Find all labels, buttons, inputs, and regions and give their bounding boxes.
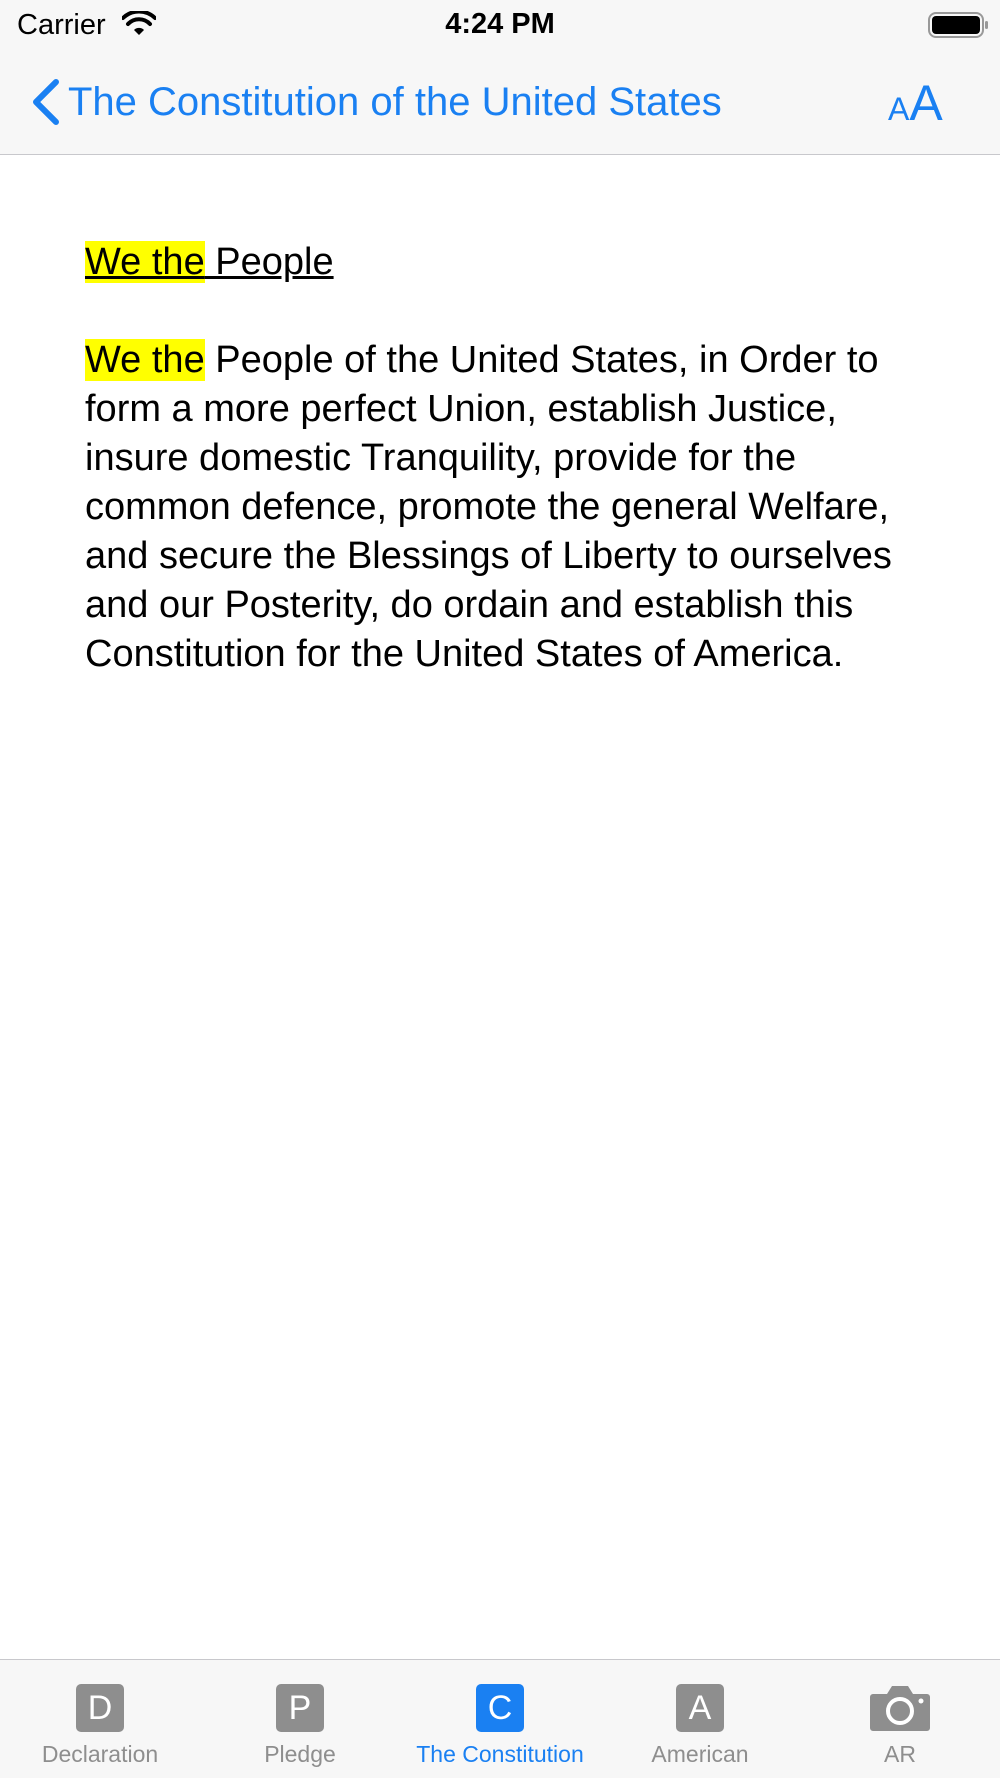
document-heading	[85, 238, 925, 287]
tab-ar[interactable]	[800, 1660, 1000, 1778]
paragraph-highlight: We the	[85, 339, 205, 381]
pledge-letter-icon: P	[276, 1684, 324, 1732]
status-bar	[0, 0, 1000, 52]
heading-text: People	[204, 241, 334, 283]
carrier-label: Carrier	[17, 9, 106, 41]
back-button[interactable]	[28, 72, 722, 132]
document-content	[85, 238, 925, 679]
tab-american[interactable]	[600, 1660, 800, 1778]
camera-icon	[869, 1682, 931, 1732]
tab-the-constitution[interactable]	[400, 1660, 600, 1778]
tab-pledge[interactable]	[200, 1660, 400, 1778]
chevron-left-icon	[28, 76, 62, 128]
constitution-letter-icon: C	[476, 1684, 524, 1732]
heading-highlight: We the	[85, 241, 205, 283]
tab-label: American	[651, 1741, 749, 1767]
tab-bar	[0, 1659, 1000, 1778]
navigation-bar	[0, 52, 1000, 155]
battery-full-icon	[928, 11, 990, 39]
preamble-paragraph	[85, 336, 925, 679]
tab-label: Pledge	[264, 1741, 336, 1767]
status-time: 4:24 PM	[445, 8, 555, 40]
tab-label: The Constitution	[416, 1741, 584, 1767]
paragraph-text: People of the United States, in Order to form a more perfect Union, establish Justice, insure domestic Tranquility, provide for the common defence, promote the general Welfare, and secure the Blessings of Liberty to ourselves and our Posterity, do ordain and establish this Constitution for the United States of America.	[85, 339, 892, 675]
nav-title: The Constitution of the United States	[68, 79, 722, 124]
declaration-letter-icon: D	[76, 1684, 124, 1732]
tab-label: Declaration	[41, 1741, 159, 1767]
tab-label: AR	[884, 1741, 916, 1767]
text-size-small-label: A	[888, 91, 910, 127]
text-size-large-label: A	[909, 75, 943, 131]
american-letter-icon: A	[676, 1684, 724, 1732]
tab-declaration[interactable]	[0, 1660, 200, 1778]
text-size-button[interactable]	[888, 74, 943, 134]
